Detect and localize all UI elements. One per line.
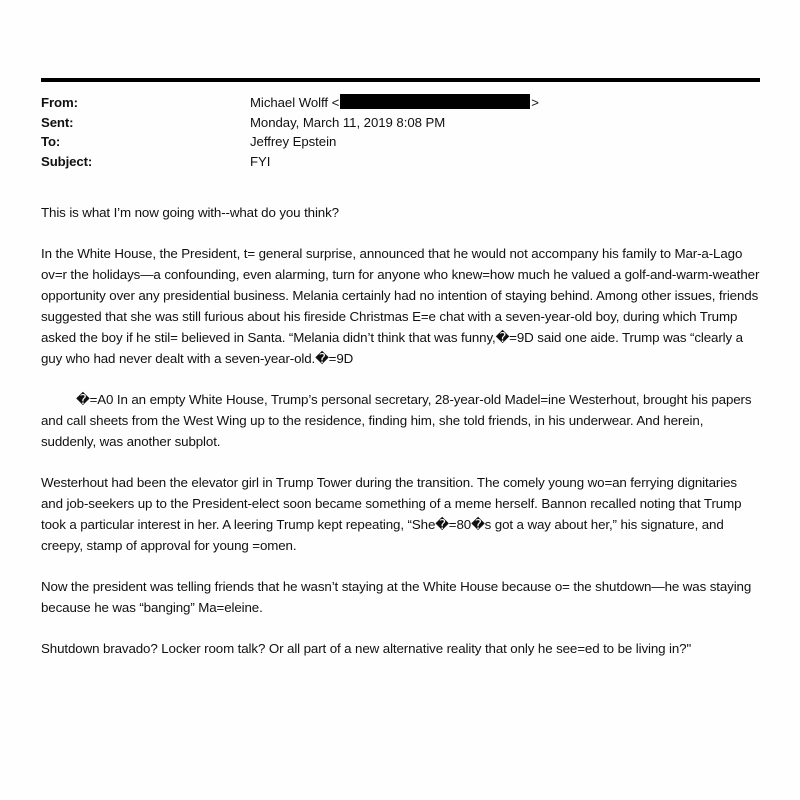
email-value-sent: Monday, March 11, 2019 8:08 PM: [250, 114, 446, 130]
body-paragraph: Westerhout had been the elevator girl in Trump Tower during the transition. The comely young wo=an ferrying dignitaries and job-seekers up to the President-elect soon became something of a meme herself. Bannon recalled noting that Trump took a particular interest in her. A leering Trump kept repeating, “She�=80�s got a way about her,” his signature, and creepy, stamp of approval for young =omen.: [41, 475, 742, 553]
email-label-from: From:: [41, 95, 78, 110]
email-label-subject: Subject:: [41, 153, 93, 169]
body-paragraph: In the White House, the President, t= general surprise, announced that he would not accompany his family to Mar-a-Lago ov=r the holidays—a confounding, even alarming, turn for anyone who knew=how much he valued a golf-and-warm-weather opportunity over any presidential business. Melania certainly had no intention of staying behind. Among other issues, friends suggested that she was still furious about his fireside Christmas E=e chat with a seven-year-old boy, during which Trump asked the boy if he stil= believed in Santa. “Melania didn’t think that was funny,�=9D said one aide. Trump was “clearly a guy who had never dealt with a seven-year-old.�=9D: [41, 246, 760, 366]
email-value-subject: FYI: [250, 153, 271, 169]
redaction-bar-email-address: [340, 94, 530, 109]
email-header-row-subject: [41, 152, 760, 172]
email-label-sent: Sent:: [41, 114, 74, 130]
email-value-to: Jeffrey Epstein: [250, 134, 337, 149]
document-content: [41, 78, 760, 659]
email-header-row-from: [41, 93, 760, 113]
from-bracket-close: >: [531, 95, 539, 110]
email-label-to: To:: [41, 134, 61, 149]
email-value-from: [250, 93, 760, 113]
email-body: [41, 202, 760, 659]
body-paragraph: This is what I’m now going with--what do you think?: [41, 205, 339, 220]
email-header-row-to: [41, 132, 760, 152]
body-paragraph: �=A0 In an empty White House, Trump’s personal secretary, 28-year-old Madel=ine Westerhout, brought his papers and call sheets from the West Wing up to the residence, finding him, she told friends, in his underwear. And herein, suddenly, was another subplot.: [41, 392, 752, 449]
header-divider-rule: [41, 78, 760, 82]
email-header-block: [41, 93, 760, 171]
from-value-wrap: [250, 93, 539, 113]
body-paragraph: Shutdown bravado? Locker room talk? Or all part of a new alternative reality that only he see=ed to be living in?": [41, 641, 692, 656]
body-paragraph: Now the president was telling friends that he wasn’t staying at the White House because o= the shutdown—he was staying because he was “banging” Ma=eleine.: [41, 579, 752, 615]
email-header-row-sent: [41, 113, 760, 133]
from-sender-name: Michael Wolff <: [250, 95, 340, 110]
